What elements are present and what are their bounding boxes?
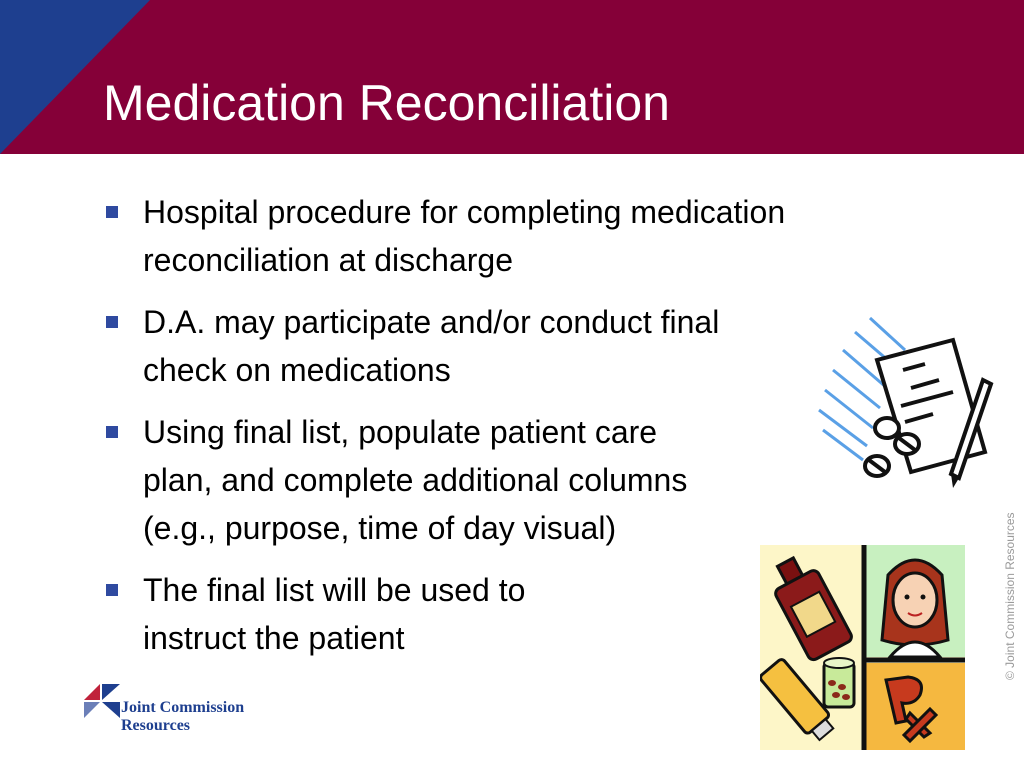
bullet-item xyxy=(103,408,785,552)
bullet-item xyxy=(103,298,785,394)
slide-title: Medication Reconciliation xyxy=(103,75,670,131)
logo-line-1: Joint Commission xyxy=(121,699,245,716)
bullet-marker-icon xyxy=(106,584,118,596)
logo-text xyxy=(121,699,244,735)
bullet-item xyxy=(103,566,785,662)
bullet-line: plan, and complete additional columns xyxy=(143,462,688,498)
joint-commission-logo-icon xyxy=(82,680,122,722)
copyright-text: © Joint Commission Resources xyxy=(1003,512,1017,680)
pharmacy-collage-icon xyxy=(760,545,965,750)
prescription-clipboard-icon xyxy=(815,310,1005,490)
bullet-item xyxy=(103,188,785,284)
bullet-line: Hospital procedure for completing medication xyxy=(143,194,786,230)
slide-header xyxy=(0,0,1024,154)
bullet-marker-icon xyxy=(106,206,118,218)
bullet-line: instruct the patient xyxy=(143,620,405,656)
bullet-line: D.A. may participate and/or conduct final xyxy=(143,304,720,340)
bullet-marker-icon xyxy=(106,316,118,328)
bullet-line: The final list will be used to xyxy=(143,572,526,608)
bullet-line: Using final list, populate patient care xyxy=(143,414,658,450)
bullet-marker-icon xyxy=(106,426,118,438)
bullet-list xyxy=(103,188,785,676)
bullet-line: reconciliation at discharge xyxy=(143,242,513,278)
bullet-line: (e.g., purpose, time of day visual) xyxy=(143,510,617,546)
bullet-line: check on medications xyxy=(143,352,451,388)
logo-line-2: Resources xyxy=(121,717,191,734)
